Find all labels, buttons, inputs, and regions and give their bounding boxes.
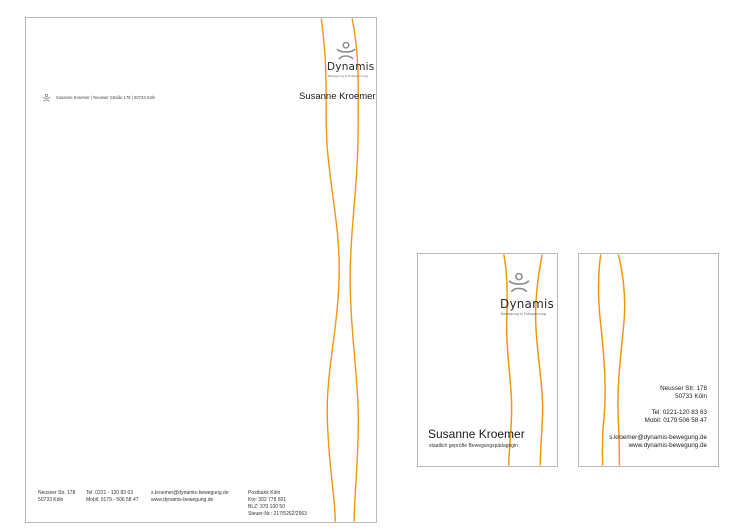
business-card-front (417, 253, 558, 467)
footer-address-line: Neusser Str. 178 (38, 490, 76, 496)
footer-bank-line: Steuer-Nr.: 217/5262/2563 (248, 511, 307, 517)
sender-line: Susanne Kroemer | Neusser Straße 178 | 50733 Köln (56, 95, 156, 100)
card-back-street: Neusser Str. 178 (660, 385, 707, 392)
letterhead-page (25, 17, 377, 523)
footer-email: s.kroemer@dynamis-bewegung.de (151, 490, 229, 496)
brand-name: Dynamis (327, 61, 375, 73)
footer-address (38, 490, 75, 504)
card-back-phone: Tel: 0221-120 83 63 (651, 409, 707, 416)
brand-name: Dynamis (500, 297, 554, 311)
footer-bank-line: Postbank Köln (248, 490, 281, 496)
card-back-address (660, 385, 707, 401)
footer-phone-line: Mobil: 0179 - 506 58 47 (86, 497, 139, 503)
letterhead-name: Susanne Kroemer (299, 91, 376, 102)
footer-website: www.dynamis-bewegung.de (151, 497, 214, 503)
footer-bank-line: Kto: 302 778 501 (248, 497, 287, 503)
footer-bank (248, 490, 307, 518)
brand-tagline: Bewegung & Entspannung (328, 74, 368, 78)
dynamis-logo (322, 42, 374, 78)
person-arms-raised-icon (42, 94, 51, 102)
card-back-web: www.dynamis-bewegung.de (628, 442, 707, 449)
card-back-mobile: Mobil: 0179 506 58 47 (644, 417, 707, 424)
footer-address-line: 50733 Köln (38, 497, 64, 503)
footer-bank-line: BLZ: 370 100 50 (248, 504, 285, 510)
card-front-name: Susanne Kroemer (428, 427, 525, 441)
business-card-back (578, 253, 719, 467)
footer-phone-line: Tel: 0221 - 120 83 63 (86, 490, 133, 496)
person-arms-raised-icon (508, 273, 530, 294)
card-front-title: staatlich geprüfte Bewegungspädagogin (429, 443, 518, 449)
footer-web (151, 490, 229, 504)
person-arms-raised-icon (336, 42, 356, 61)
card-back-email: s.kroemer@dynamis-bewegung.de (609, 434, 707, 441)
brand-tagline: Bewegung & Entspannung (501, 312, 547, 316)
card-back-phones (645, 409, 707, 425)
dynamis-logo (500, 271, 558, 321)
card-back-online (609, 434, 707, 450)
footer-phone (86, 490, 139, 504)
card-back-city: 50733 Köln (675, 393, 707, 400)
